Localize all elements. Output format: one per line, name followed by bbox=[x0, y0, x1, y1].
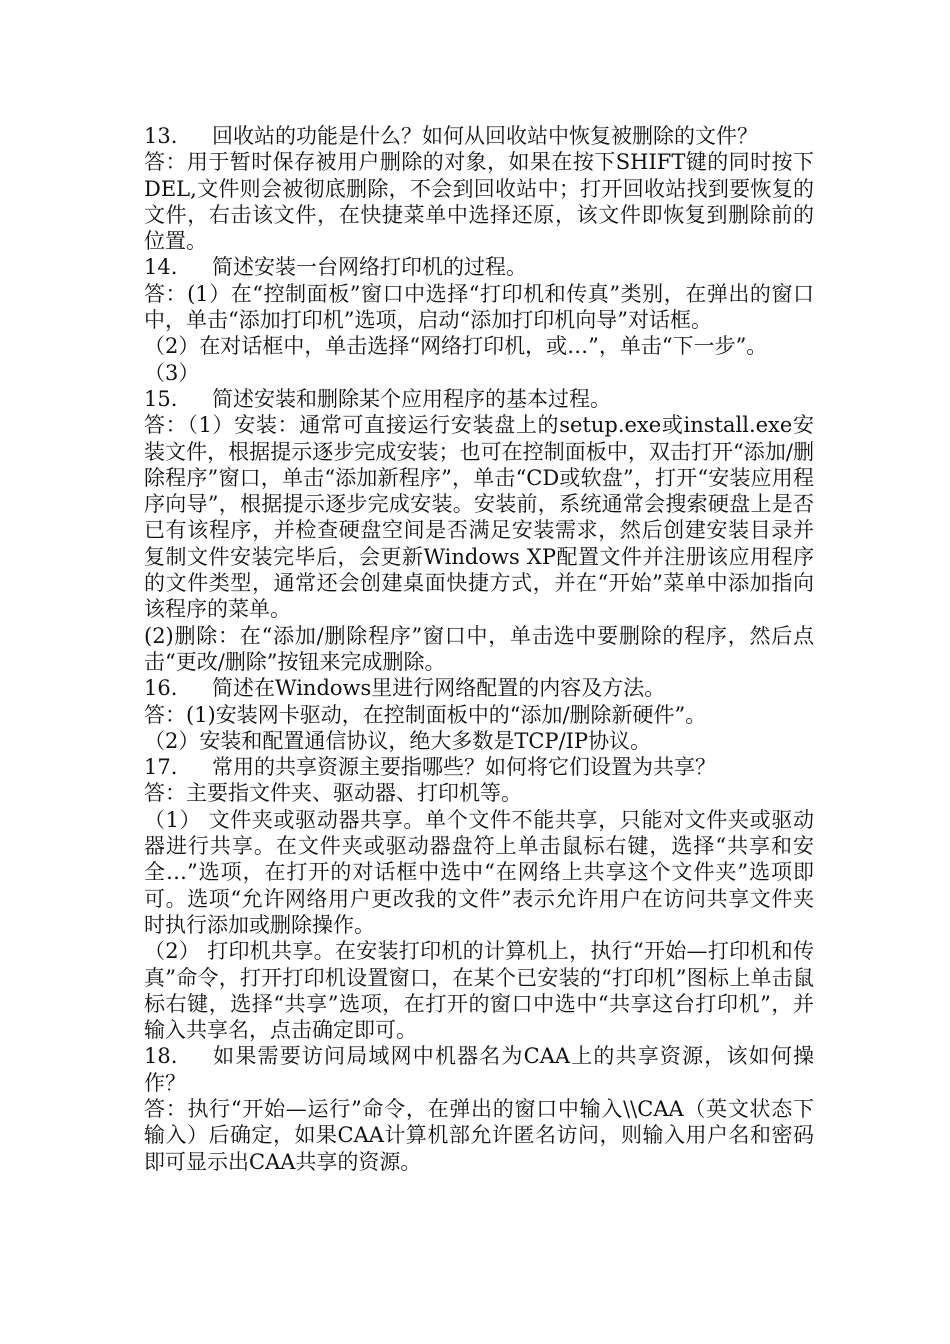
question-number: 18. bbox=[144, 1044, 178, 1069]
answer-paragraph bbox=[144, 780, 814, 806]
paragraph-text: 答：(1）在“控制面板”窗口中选择“打印机和传真”类别，在弹出的窗口中，单击“添加打印机”选项，启动“添加打印机向导”对话框。 bbox=[144, 281, 814, 333]
question-paragraph bbox=[144, 675, 814, 701]
answer-paragraph bbox=[144, 728, 814, 754]
answer-paragraph bbox=[144, 1096, 814, 1175]
question-paragraph bbox=[144, 386, 814, 412]
paragraph-text: （2）安装和配置通信协议，绝大多数是TCP/IP协议。 bbox=[144, 728, 652, 753]
question-paragraph bbox=[144, 123, 814, 149]
answer-paragraph bbox=[144, 333, 814, 359]
question-number: 13. bbox=[144, 124, 178, 148]
paragraph-text: 简述安装和删除某个应用程序的基本过程。 bbox=[212, 386, 611, 411]
paragraph-text: （3） bbox=[144, 360, 200, 385]
answer-paragraph bbox=[144, 412, 814, 622]
question-number: 17. bbox=[144, 755, 178, 780]
paragraph-text: 常用的共享资源主要指哪些？如何将它们设置为共享？ bbox=[212, 755, 716, 780]
paragraph-text: （2）在对话框中，单击选择“网络打印机，或…”，单击“下一步”。 bbox=[144, 334, 768, 359]
answer-paragraph bbox=[144, 623, 814, 676]
paragraph-text: （1） 文件夹或驱动器共享。单个文件不能共享，只能对文件夹或驱动器进行共享。在文件夹或驱动器盘符上单击鼠标右键，选择“共享和安全…”选项，在打开的对话框中选中“在网络上共享这个文件夹”选项即可。选项“允许网络用户更改我的文件”表示允许用户在访问共享文件夹时执行添加或删除操作。 bbox=[144, 807, 814, 937]
paragraph-text: 答：主要指文件夹、驱动器、打印机等。 bbox=[144, 781, 522, 806]
paragraph-text: 简述安装一台网络打印机的过程。 bbox=[212, 255, 527, 280]
paragraph-text: 回收站的功能是什么？如何从回收站中恢复被删除的文件？ bbox=[212, 124, 758, 148]
question-paragraph bbox=[144, 254, 814, 280]
question-number: 15. bbox=[144, 386, 178, 411]
paragraph-text: 如果需要访问局域网中机器名为CAA上的共享资源，该如何操作？ bbox=[144, 1044, 814, 1095]
document-page bbox=[144, 123, 814, 1175]
answer-paragraph bbox=[144, 360, 814, 386]
paragraph-text: 简述在Windows里进行网络配置的内容及方法。 bbox=[212, 676, 666, 701]
question-paragraph bbox=[144, 1043, 814, 1096]
question-number: 14. bbox=[144, 255, 178, 280]
question-number: 16. bbox=[144, 676, 178, 701]
paragraph-text: 答：(1)安装网卡驱动，在控制面板中的“添加/删除新硬件”。 bbox=[144, 702, 707, 727]
paragraph-text: 答：执行“开始—运行”命令，在弹出的窗口中输入\\CAA（英文状态下输入）后确定，如果CAA计算机部允许匿名访问，则输入用户名和密码即可显示出CAA共享的资源。 bbox=[144, 1096, 814, 1174]
paragraph-text: （2） 打印机共享。在安装打印机的计算机上，执行“开始—打印机和传真”命令，打开打印机设置窗口，在某个已安装的“打印机”图标上单击鼠标右键，选择“共享”选项，在打开的窗口中选中“共享这台打印机”，并输入共享名，点击确定即可。 bbox=[144, 939, 814, 1043]
answer-paragraph bbox=[144, 807, 814, 938]
paragraph-text: (2)删除：在“添加/删除程序”窗口中，单击选中要删除的程序，然后点击“更改/删除”按钮来完成删除。 bbox=[144, 623, 814, 674]
answer-paragraph bbox=[144, 281, 814, 334]
answer-paragraph bbox=[144, 149, 814, 254]
paragraph-text: 答：用于暂时保存被用户删除的对象，如果在按下SHIFT键的同时按下DEL,文件则会被彻底删除，不会到回收站中；打开回收站找到要恢复的文件，右击该文件，在快捷菜单中选择还原，该文件即恢复到删除前的位置。 bbox=[144, 150, 814, 254]
question-paragraph bbox=[144, 754, 814, 780]
answer-paragraph bbox=[144, 702, 814, 728]
answer-paragraph bbox=[144, 938, 814, 1043]
paragraph-text: 答：（1）安装：通常可直接运行安装盘上的setup.exe或install.exe安装文件，根据提示逐步完成安装；也可在控制面板中，双击打开“添加/删除程序”窗口，单击“添加新程序”，单击“CD或软盘”，打开“安装应用程序向导”，根据提示逐步完成安装。安装前，系统通常会搜索硬盘上是否已有该程序，并检查硬盘空间是否满足安装需求，然后创建安装目录并复制文件安装完毕后，会更新Windows XP配置文件并注册该应用程序的文件类型，通常还会创建桌面快捷方式，并在“开始”菜单中添加指向该程序的菜单。 bbox=[144, 413, 814, 622]
